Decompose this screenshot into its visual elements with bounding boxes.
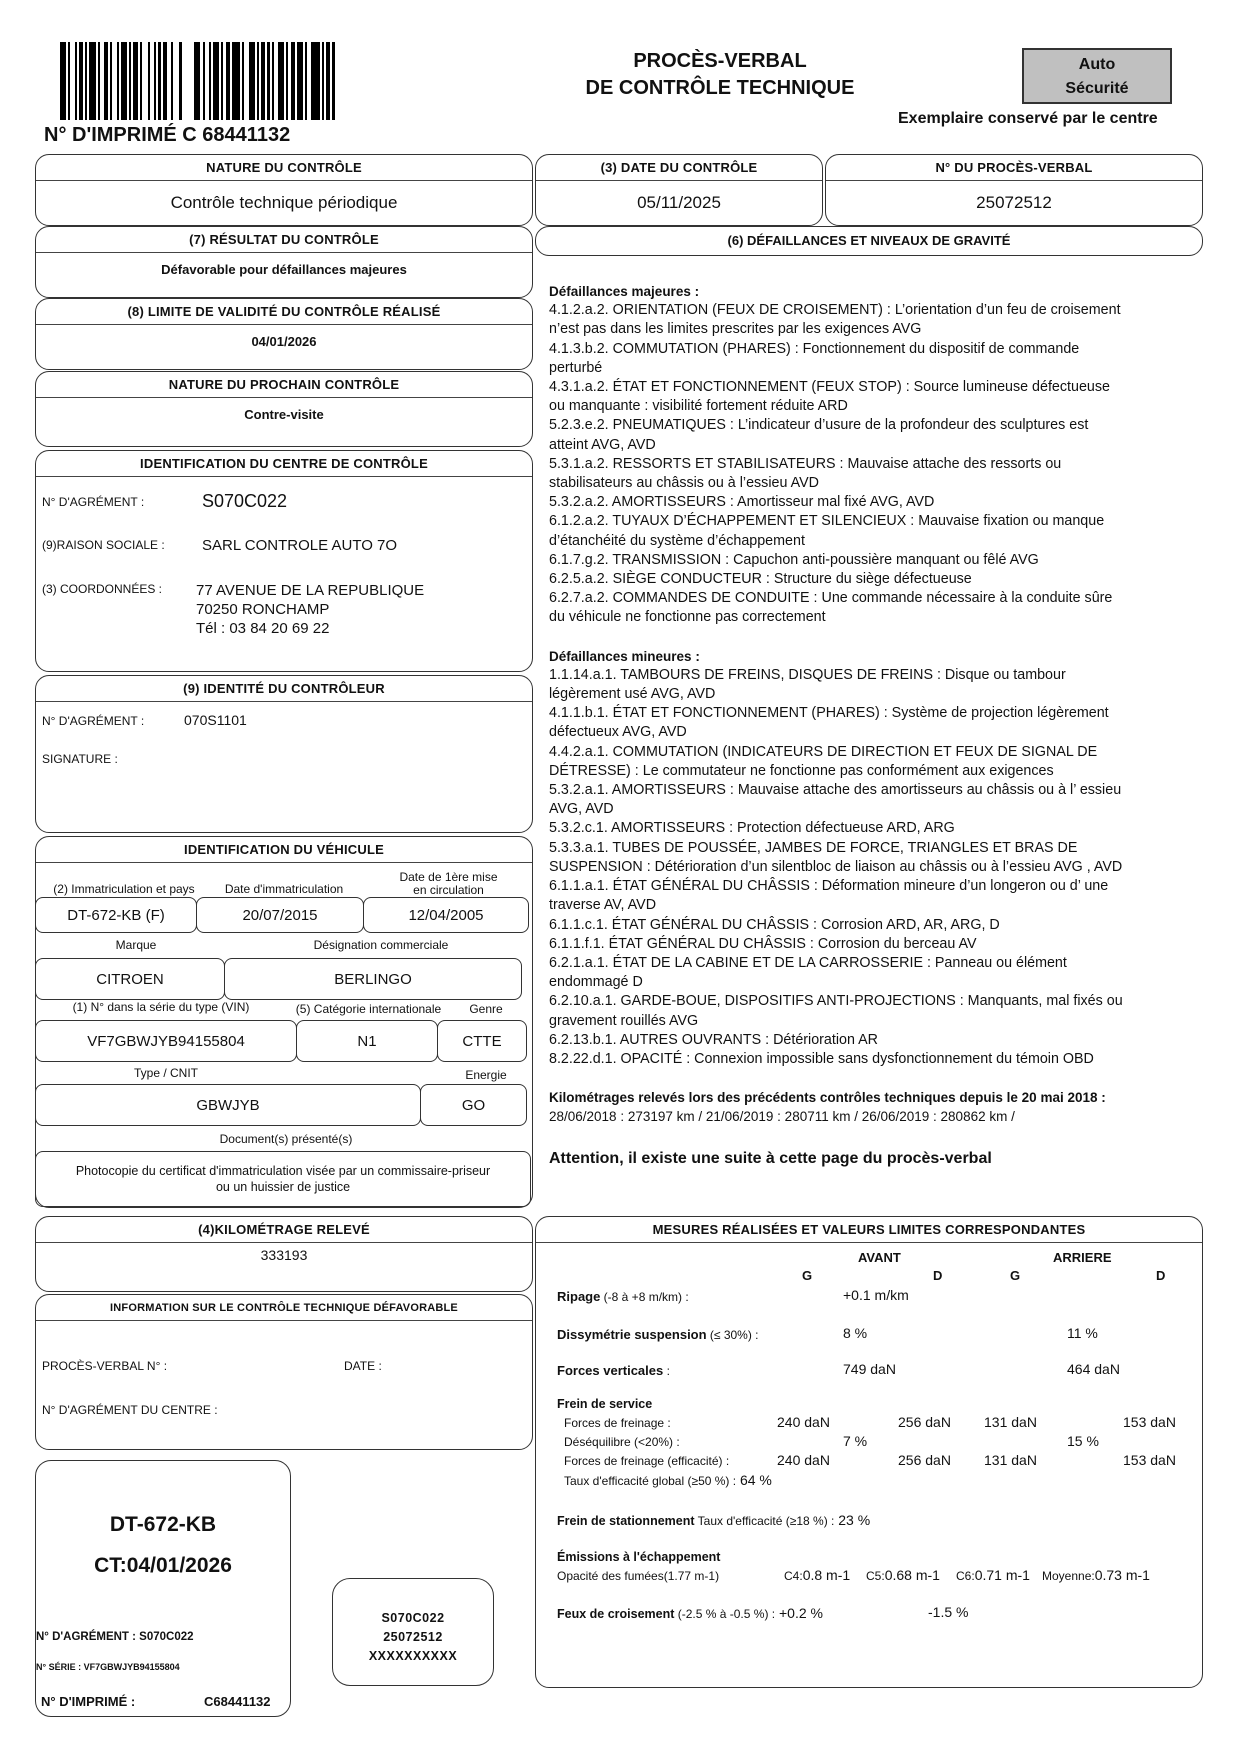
defaillances-title: (6) DÉFAILLANCES ET NIVEAUX DE GRAVITÉ xyxy=(727,233,1011,248)
defaillance-majeure-item: 6.1.7.g.2. TRANSMISSION : Capuchon anti-poussière manquant ou fêlé AVG xyxy=(549,551,1039,568)
defaillance-mineure-item: 6.1.1.a.1. ÉTAT GÉNÉRAL DU CHÂSSIS : Déformation mineure d’un longeron ou d’ une traverse AV, AVD xyxy=(549,878,1109,914)
km-history xyxy=(549,1088,1129,1126)
barcode-bar xyxy=(311,42,319,120)
defaillance-majeure-item: 4.1.2.a.2. ORIENTATION (FEUX DE CROISEMENT) : L’orientation d’un feu de croisement n’est pas dans les limites prescrites par les exigences AVG xyxy=(549,302,1121,338)
badge-line-2: Sécurité xyxy=(1065,80,1129,97)
nature-controle-value: Contrôle technique périodique xyxy=(170,193,398,212)
km-history-title: Kilométrages relevés lors des précédents contrôles techniques depuis le 20 mai 2018 : xyxy=(549,1090,1106,1106)
address-line-1: 77 AVENUE DE LA REPUBLIQUE xyxy=(196,582,425,599)
centre-agrement-value: S070C022 xyxy=(202,491,288,511)
forces-vert-avant: 749 daN xyxy=(843,1361,896,1377)
majeures-title: Défaillances majeures : xyxy=(549,284,700,299)
c4-measure xyxy=(784,1567,850,1583)
documents-line-2: ou un huissier de justice xyxy=(215,1180,351,1194)
defaillance-mineure-item: 8.2.22.d.1. OPACITÉ : Connexion impossible sans dysfonctionnement du témoin OBD xyxy=(549,1050,1094,1067)
vignette-imprime-label: N° D'IMPRIMÉ : xyxy=(41,1694,136,1709)
dissym-row xyxy=(557,1327,759,1342)
arriere-d-header: D xyxy=(1156,1268,1166,1283)
designation-value: BERLINGO xyxy=(224,958,522,1000)
nature-controle-box xyxy=(35,154,533,226)
km-history-values: 28/06/2018 : 273197 km / 21/06/2019 : 280711 km / 26/06/2019 : 280862 km / xyxy=(549,1109,1015,1125)
taux-global-label: Taux d'efficacité global (≥50 %) : xyxy=(564,1474,737,1488)
forces-freinage-avd: 256 daN xyxy=(898,1414,951,1430)
ripage-limit: (-8 à +8 m/km) : xyxy=(600,1290,689,1304)
vin-value: VF7GBWJYB94155804 xyxy=(35,1020,297,1062)
prochain-controle-value: Contre-visite xyxy=(244,407,324,422)
defaillance-majeure-item: 6.1.2.a.2. TUYAUX D’ÉCHAPPEMENT ET SILENCIEUX : Mauvaise fixation ou manque d’étanchéité du système d’échappement xyxy=(549,513,1105,549)
prochain-controle-box xyxy=(35,371,533,447)
signature-label: SIGNATURE : xyxy=(42,752,118,766)
dissym-limit: (≤ 30%) : xyxy=(706,1328,759,1342)
raison-sociale-label: (9)RAISON SOCIALE : xyxy=(42,538,165,552)
defaillance-mineure-item: 4.1.1.b.1. ÉTAT ET FONCTIONNEMENT (PHARES) : Système de projection légèrement défectueux AVG, AVD xyxy=(549,705,1109,741)
feux-label: Feux de croisement xyxy=(557,1607,675,1621)
vignette-ct-date: CT:04/01/2026 xyxy=(94,1554,232,1577)
marque-value: CITROEN xyxy=(35,958,225,1000)
controleur-box xyxy=(35,675,533,833)
numero-pv-box xyxy=(825,154,1203,226)
dissym-arriere: 11 % xyxy=(1067,1325,1098,1341)
frein-stat-label: Frein de stationnement xyxy=(557,1514,695,1528)
page-title xyxy=(560,48,880,102)
defaillance-majeure-item: 4.3.1.a.2. ÉTAT ET FONCTIONNEMENT (FEUX STOP) : Source lumineuse défectueuse ou manquante : visibilité fortement réduite ARD xyxy=(549,379,1110,415)
taux-global-row xyxy=(564,1472,772,1488)
resultat-value: Défavorable pour défaillances majeures xyxy=(161,262,407,277)
numero-pv-title: N° DU PROCÈS-VERBAL xyxy=(826,155,1202,181)
c5-label: C5: xyxy=(866,1569,885,1583)
marque-label: Marque xyxy=(115,938,157,952)
vehicule-box xyxy=(35,836,533,1208)
frein-service-label: Frein de service xyxy=(557,1397,653,1411)
resultat-title: (7) RÉSULTAT DU CONTRÔLE xyxy=(36,227,532,253)
defaillance-mineure-item: 5.3.2.c.1. AMORTISSEURS : Protection défectueuse ARD, ARG xyxy=(549,820,955,837)
feux-g-value: +0.2 % xyxy=(775,1605,823,1621)
info-pv-label: PROCÈS-VERBAL N° : xyxy=(42,1359,168,1373)
mineures-list xyxy=(549,666,1129,1069)
forces-freinage-ard: 153 daN xyxy=(1123,1414,1176,1430)
majeures-list xyxy=(549,301,1129,627)
emissions-label: Émissions à l'échappement xyxy=(557,1550,721,1564)
centre-title: IDENTIFICATION DU CENTRE DE CONTRÔLE xyxy=(36,451,532,477)
defaillance-majeure-item: 6.2.5.a.2. SIÈGE CONDUCTEUR : Structure du siège défectueuse xyxy=(549,571,972,588)
mineures-title: Défaillances mineures : xyxy=(549,648,700,664)
vignette xyxy=(35,1460,291,1717)
address-line-2: 70250 RONCHAMP xyxy=(196,601,330,618)
ripage-row xyxy=(557,1289,689,1304)
c5-value: 0.68 m-1 xyxy=(884,1567,940,1583)
imprime-number: N° D'IMPRIMÉ C 68441132 xyxy=(44,124,291,146)
barcode xyxy=(60,42,356,120)
c4-value: 0.8 m-1 xyxy=(802,1567,851,1583)
auto-securite-badge xyxy=(1022,48,1172,104)
dissym-avant: 8 % xyxy=(843,1325,868,1341)
vin-label: (1) N° dans la série du type (VIN) xyxy=(72,1000,250,1014)
taux-global-value: 64 % xyxy=(736,1472,772,1488)
forces-freinage-label: Forces de freinage : xyxy=(564,1416,671,1430)
defaillance-mineure-item: 5.3.3.a.1. TUBES DE POUSSÉE, JAMBES DE FORCE, TRIANGLES ET BRAS DE SUSPENSION : Détérioration d’un silentbloc de liaison au châssis ou à l’essieu AVG , AVD xyxy=(549,839,1123,875)
barcode-bar xyxy=(232,42,240,120)
frein-stat-value: 23 % xyxy=(834,1512,871,1528)
documents-value xyxy=(35,1151,531,1207)
date-1ere-value: 12/04/2005 xyxy=(363,897,529,933)
defaillance-mineure-item: 6.2.10.a.1. GARDE-BOUE, DISPOSITIFS ANTI-PROJECTIONS : Manquants, mal fixés ou gravement rouillés AVG xyxy=(549,993,1123,1029)
defaillance-mineure-item: 1.1.14.a.1. TAMBOURS DE FREINS, DISQUES DE FREINS : Disque ou tambour légèrement usé AVG, AVD xyxy=(549,666,1066,703)
copy-note: Exemplaire conservé par le centre xyxy=(898,110,1158,127)
defaillance-mineure-item: 6.1.1.f.1. ÉTAT GÉNÉRAL DU CHÂSSIS : Corrosion du berceau AV xyxy=(549,935,977,952)
designation-label: Désignation commerciale xyxy=(313,938,449,952)
documents-label: Document(s) présenté(s) xyxy=(219,1132,353,1146)
avant-g-header: G xyxy=(802,1268,813,1283)
forces-eff-arg: 131 daN xyxy=(984,1452,1037,1468)
moyenne-measure xyxy=(1042,1567,1150,1583)
limite-validite-title: (8) LIMITE DE VALIDITÉ DU CONTRÔLE RÉALISÉ xyxy=(36,299,532,325)
moyenne-label: Moyenne: xyxy=(1042,1569,1095,1583)
type-value: GBWJYB xyxy=(35,1084,421,1126)
numero-pv-value: 25072512 xyxy=(976,193,1052,212)
energie-value: GO xyxy=(420,1084,527,1126)
barcode-bar xyxy=(332,42,334,120)
kilometrage-title: (4)KILOMÉTRAGE RELEVÉ xyxy=(36,1217,532,1243)
genre-value: CTTE xyxy=(437,1020,527,1062)
limite-validite-value: 04/01/2026 xyxy=(251,334,317,349)
forces-eff-label: Forces de freinage (efficacité) : xyxy=(564,1454,730,1468)
info-agrement-label: N° D'AGRÉMENT DU CENTRE : xyxy=(42,1403,218,1417)
feux-d-value: -1.5 % xyxy=(928,1604,969,1620)
centre-box xyxy=(35,450,533,672)
barcode-bar xyxy=(182,42,195,120)
defaillance-mineure-item: 5.3.2.a.1. AMORTISSEURS : Mauvaise attache des amortisseurs au châssis ou à l’ essieu AVG, AVD xyxy=(549,782,1122,818)
date-immat-label: Date d'immatriculation xyxy=(224,882,344,896)
forces-vert-arriere: 464 daN xyxy=(1067,1361,1120,1377)
nature-controle-title: NATURE DU CONTRÔLE xyxy=(36,155,532,181)
c4-label: C4: xyxy=(784,1569,803,1583)
defaillances-header-box xyxy=(535,226,1203,256)
defaillance-mineure-item: 6.2.1.a.1. ÉTAT DE LA CABINE ET DE LA CARROSSERIE : Panneau ou élément endommagé D xyxy=(549,954,1067,991)
type-label: Type / CNIT xyxy=(133,1066,198,1080)
desequilibre-avant: 7 % xyxy=(843,1433,868,1449)
energie-label: Energie xyxy=(465,1068,507,1082)
date-immat-value: 20/07/2015 xyxy=(196,897,364,933)
raison-sociale-value: SARL CONTROLE AUTO 7O xyxy=(202,537,398,554)
defaillance-mineure-item: 4.4.2.a.1. COMMUTATION (INDICATEURS DE DIRECTION ET FEUX DE SIGNAL DE DÉTRESSE) : Le commutateur ne fonctionne pas conformément aux exigences xyxy=(549,743,1098,779)
info-defavorable-title: INFORMATION SUR LE CONTRÔLE TECHNIQUE DÉFAVORABLE xyxy=(36,1295,532,1321)
frein-stat-row xyxy=(557,1512,870,1528)
defaillance-majeure-item: 5.3.1.a.2. RESSORTS ET STABILISATEURS : Mauvaise attache des ressorts ou stabilisateurs au châssis ou à l’essieu AVD xyxy=(549,455,1062,492)
vignette-imprime-value: C68441132 xyxy=(204,1694,271,1709)
vignette-plate: DT-672-KB xyxy=(109,1513,217,1536)
defaillance-mineure-item: 6.2.13.b.1. AUTRES OUVRANTS : Détérioration AR xyxy=(549,1031,878,1048)
forces-eff-avg: 240 daN xyxy=(777,1452,830,1468)
c6-measure xyxy=(956,1567,1030,1583)
immat-label: (2) Immatriculation et pays xyxy=(53,882,195,896)
date-1ere-label-2: en circulation xyxy=(413,883,484,897)
feux-limit: (-2.5 % à -0.5 %) : xyxy=(674,1607,776,1621)
defaillance-majeure-item: 6.2.7.a.2. COMMANDES DE CONDUITE : Une commande nécessaire à la conduite sûre du véhicule ne fonctionne pas correctement xyxy=(549,590,1113,626)
forces-eff-avd: 256 daN xyxy=(898,1452,951,1468)
defaillance-majeure-item: 5.2.3.e.2. PNEUMATIQUES : L’indicateur d’usure de la profondeur des sculptures est atteint AVG, AVD xyxy=(549,417,1089,453)
feux-row xyxy=(557,1605,823,1621)
date-controle-box xyxy=(535,154,823,226)
stamp-line-3: XXXXXXXXXX xyxy=(368,1649,458,1663)
forces-eff-ard: 153 daN xyxy=(1123,1452,1176,1468)
kilometrage-value: 333193 xyxy=(260,1247,308,1263)
stamp-line-2: 25072512 xyxy=(383,1630,443,1644)
ripage-value: +0.1 m/km xyxy=(843,1287,909,1303)
stamp xyxy=(332,1578,494,1686)
forces-freinage-arg: 131 daN xyxy=(984,1414,1037,1430)
ripage-label: Ripage xyxy=(557,1289,601,1304)
forces-vert-label: Forces verticales xyxy=(557,1363,664,1378)
avant-header: AVANT xyxy=(858,1250,901,1265)
centre-agrement-label: N° D'AGRÉMENT : xyxy=(42,495,145,509)
moyenne-value: 0.73 m-1 xyxy=(1094,1567,1150,1583)
mesures-box xyxy=(535,1216,1203,1688)
defaillance-mineure-item: 6.1.1.c.1. ÉTAT GÉNÉRAL DU CHÂSSIS : Corrosion ARD, AR, ARG, D xyxy=(549,916,1000,933)
coordonnees-label: (3) COORDONNÉES : xyxy=(42,582,163,596)
c5-measure xyxy=(866,1567,940,1583)
controleur-agrement-label: N° D'AGRÉMENT : xyxy=(42,714,145,728)
info-defavorable-box xyxy=(35,1294,533,1450)
badge-line-1: Auto xyxy=(1078,56,1116,73)
title-line-1: PROCÈS-VERBAL xyxy=(633,50,807,72)
date-1ere-label xyxy=(366,871,531,897)
vignette-agrement: N° D'AGRÉMENT : S070C022 xyxy=(36,1631,194,1643)
limite-validite-box xyxy=(35,298,533,370)
vehicule-title: IDENTIFICATION DU VÉHICULE xyxy=(36,837,532,863)
immat-value: DT-672-KB (F) xyxy=(35,897,197,933)
forces-freinage-avg: 240 daN xyxy=(777,1414,830,1430)
documents-line-1: Photocopie du certificat d'immatriculation visée par un commissaire-priseur xyxy=(75,1164,491,1178)
dissym-label: Dissymétrie suspension xyxy=(557,1327,707,1342)
suite-warning: Attention, il existe une suite à cette page du procès-verbal xyxy=(549,1149,992,1167)
info-date-label: DATE : xyxy=(344,1359,382,1373)
date-1ere-label-1: Date de 1ère mise xyxy=(399,870,498,884)
desequilibre-arriere: 15 % xyxy=(1067,1433,1099,1449)
c6-label: C6: xyxy=(956,1569,975,1583)
vignette-serie: N° SÉRIE : VF7GBWJYB94155804 xyxy=(36,1662,180,1672)
resultat-box xyxy=(35,226,533,298)
forces-vert-suffix: : xyxy=(663,1364,670,1378)
stamp-line-1: S070C022 xyxy=(381,1611,445,1625)
opacite-label: Opacité des fumées(1.77 m-1) xyxy=(557,1569,720,1583)
mesures-title: MESURES RÉALISÉES ET VALEURS LIMITES CORRESPONDANTES xyxy=(536,1217,1202,1243)
prochain-controle-title: NATURE DU PROCHAIN CONTRÔLE xyxy=(36,372,532,398)
controleur-title: (9) IDENTITÉ DU CONTRÔLEUR xyxy=(36,676,532,702)
title-line-2: DE CONTRÔLE TECHNIQUE xyxy=(585,77,855,99)
genre-label: Genre xyxy=(469,1002,503,1016)
date-controle-title: (3) DATE DU CONTRÔLE xyxy=(536,155,822,181)
kilometrage-box xyxy=(35,1216,533,1292)
categorie-label: (5) Catégorie internationale xyxy=(295,1002,442,1016)
frein-stat-limit: Taux d'efficacité (≥18 %) : xyxy=(694,1514,835,1528)
arriere-g-header: G xyxy=(1010,1268,1021,1283)
desequilibre-label: Déséquilibre (<20%) : xyxy=(564,1435,680,1449)
forces-vert-row xyxy=(557,1363,670,1378)
defaillance-majeure-item: 4.1.3.b.2. COMMUTATION (PHARES) : Fonctionnement du dispositif de commande perturbé xyxy=(549,340,1080,376)
c6-value: 0.71 m-1 xyxy=(974,1567,1030,1583)
arriere-header: ARRIERE xyxy=(1053,1250,1112,1265)
coordonnees-value xyxy=(196,581,424,638)
defaillance-majeure-item: 5.3.2.a.2. AMORTISSEURS : Amortisseur mal fixé AVG, AVD xyxy=(549,494,935,511)
phone: Tél : 03 84 20 69 22 xyxy=(196,620,330,637)
avant-d-header: D xyxy=(933,1268,943,1283)
controleur-agrement-value: 070S1101 xyxy=(184,712,247,728)
categorie-value: N1 xyxy=(296,1020,438,1062)
defaillances-list xyxy=(549,282,1129,1168)
date-controle-value: 05/11/2025 xyxy=(637,193,721,212)
